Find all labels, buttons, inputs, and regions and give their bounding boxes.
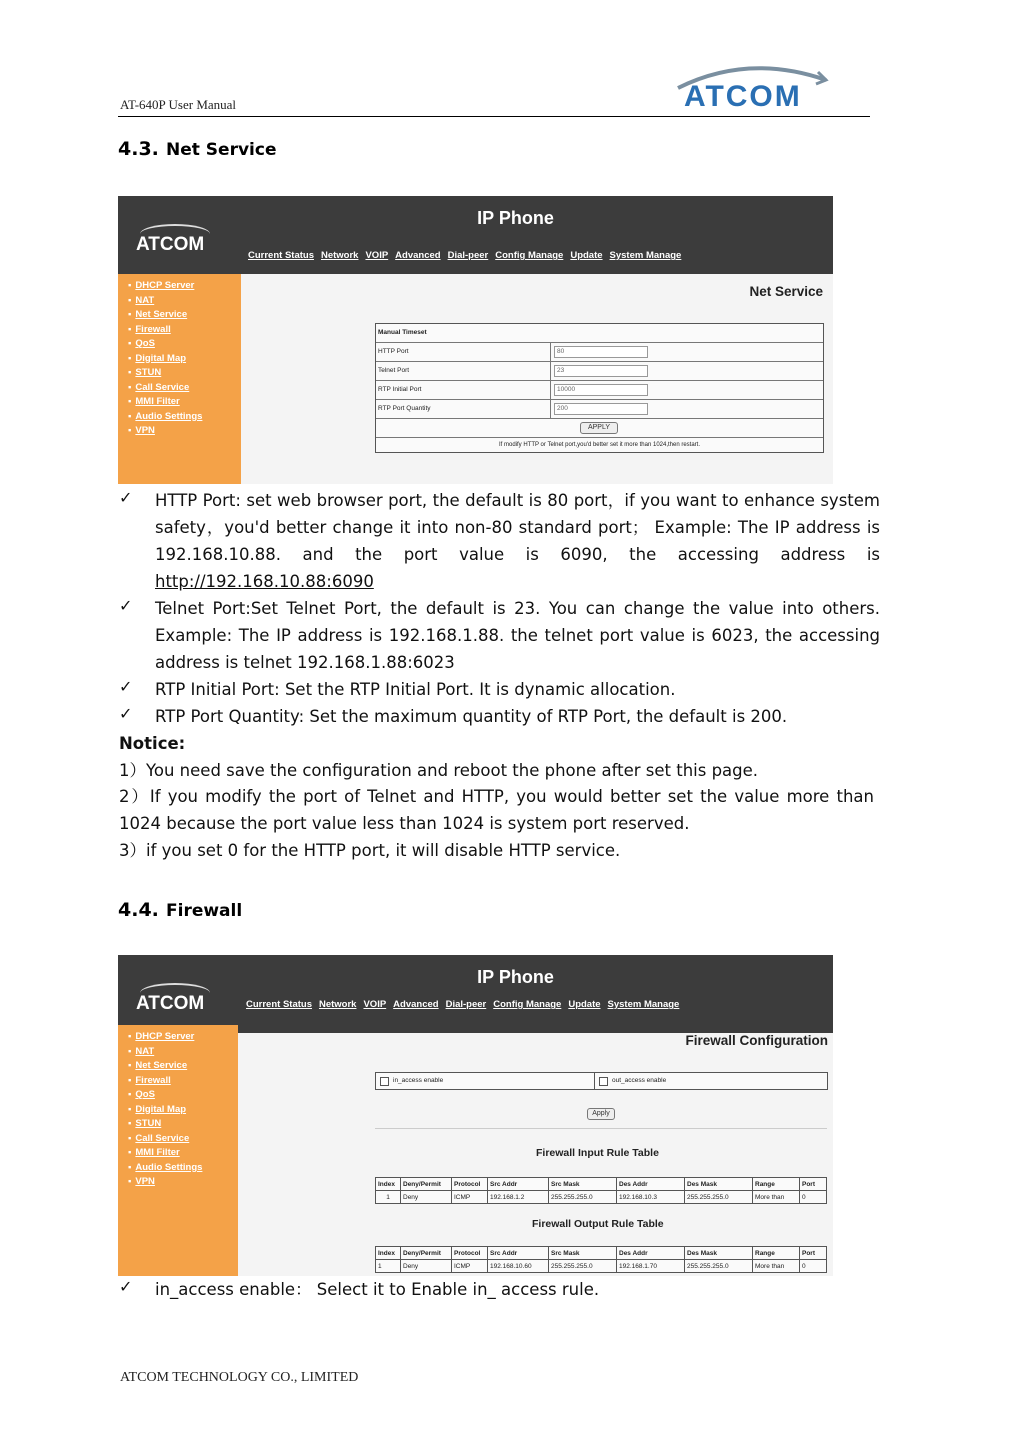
section-heading-net-service — [118, 138, 276, 160]
nav-advanced[interactable]: Advanced — [393, 999, 439, 1010]
section-heading-firewall — [118, 899, 242, 921]
output-rule-table-title: Firewall Output Rule Table — [532, 1218, 664, 1230]
in-access-label: in_access enable — [393, 1077, 444, 1084]
sidebar-item-dhcp-server[interactable]: ▪ DHCP Server — [128, 1031, 238, 1046]
sidebar-item-net-service[interactable]: ▪ Net Service — [128, 1060, 238, 1075]
cell: ICMP — [452, 1260, 488, 1273]
ui-sidebar — [118, 1025, 238, 1276]
ui-brand: ATCOM — [136, 993, 205, 1014]
atcom-logo — [668, 58, 838, 118]
bullet-in-access: in_access enable： Select it to Enable in_ access rule. — [155, 1280, 600, 1299]
check-icon: ✓ — [119, 677, 133, 696]
notice-1: 1）You need save the configuration and reboot the phone after set this page. — [119, 761, 759, 780]
section-title: Net Service — [166, 140, 277, 160]
sidebar-item-audio-settings[interactable]: ▪ Audio Settings — [128, 411, 241, 426]
col-des-addr: Des Addr — [617, 1178, 685, 1191]
telnet-port-label: Telnet Port — [378, 367, 410, 374]
notice-3: 3）if you set 0 for the HTTP port, it will disable HTTP service. — [119, 841, 621, 860]
cell: 255.255.255.0 — [549, 1260, 617, 1273]
rtp-initial-port-row — [376, 381, 823, 400]
col-index: Index — [376, 1247, 401, 1260]
in-access-checkbox[interactable] — [380, 1077, 389, 1086]
notice-title: Notice: — [119, 734, 186, 753]
bullet-rtp-initial-port: RTP Initial Port: Set the RTP Initial Port. It is dynamic allocation. — [155, 680, 676, 699]
cell: 255.255.255.0 — [685, 1260, 753, 1273]
col-range: Range — [753, 1178, 800, 1191]
nav-dial-peer[interactable]: Dial-peer — [447, 250, 489, 261]
net-service-screenshot — [118, 196, 833, 484]
table-header-row — [376, 1178, 827, 1191]
sidebar-item-dhcp-server[interactable]: ▪ DHCP Server — [128, 280, 241, 295]
cell: Deny — [401, 1191, 452, 1204]
nav-dial-peer[interactable]: Dial-peer — [445, 999, 487, 1010]
sidebar-item-call-service[interactable]: ▪ Call Service — [128, 1133, 238, 1148]
col-protocol: Protocol — [452, 1178, 488, 1191]
table-header-row — [376, 1247, 827, 1260]
cell: 0 — [800, 1260, 827, 1273]
cell: 1 — [376, 1191, 401, 1204]
sidebar-item-firewall[interactable]: ▪ Firewall — [128, 1075, 238, 1090]
bullet-http-port — [155, 487, 880, 595]
firewall-apply-button[interactable]: Apply — [587, 1108, 615, 1120]
sidebar-item-stun[interactable]: ▪ STUN — [128, 367, 241, 382]
col-src-mask: Src Mask — [549, 1247, 617, 1260]
nav-voip[interactable]: VOIP — [365, 250, 389, 261]
form-header: Manual Timeset — [378, 329, 427, 336]
bullet-rtp-port-quantity: RTP Port Quantity: Set the maximum quantity of RTP Port, the default is 200. — [155, 707, 788, 726]
apply-button[interactable]: APPLY — [580, 422, 618, 434]
check-icon: ✓ — [119, 1277, 133, 1296]
cell: 255.255.255.0 — [549, 1191, 617, 1204]
ui-sidebar — [118, 274, 241, 484]
sidebar-item-digital-map[interactable]: ▪ Digital Map — [128, 1104, 238, 1119]
col-src-addr: Src Addr — [488, 1178, 549, 1191]
check-icon: ✓ — [119, 704, 133, 723]
http-example-link[interactable]: http://192.168.10.88:6090 — [155, 572, 374, 591]
ip-phone-title: IP Phone — [477, 967, 554, 987]
section-title: Firewall — [166, 901, 243, 921]
telnet-port-row — [376, 362, 823, 381]
sidebar-item-nat[interactable]: ▪ NAT — [128, 1046, 238, 1061]
nav-update[interactable]: Update — [568, 999, 601, 1010]
firewall-screenshot — [118, 955, 833, 1276]
cell: 192.168.1.2 — [488, 1191, 549, 1204]
sidebar-item-mmi-filter[interactable]: ▪ MMI Filter — [128, 396, 241, 411]
http-port-input[interactable]: 80 — [554, 346, 648, 358]
net-service-form — [375, 323, 824, 453]
col-deny-permit: Deny/Permit — [401, 1178, 452, 1191]
out-access-checkbox[interactable] — [599, 1077, 608, 1086]
sidebar-item-firewall[interactable]: ▪ Firewall — [128, 324, 241, 339]
in-access-box — [375, 1072, 595, 1090]
ui-nav — [248, 250, 681, 261]
http-port-text: HTTP Port: set web browser port, the default is 80 port，if you want to enhance system safety，you'd better change it into non-80 standard port； Example: The IP address is 192.168.10.88. and the port value is 6090, the accessing address is — [155, 491, 880, 564]
nav-voip[interactable]: VOIP — [363, 999, 387, 1010]
sidebar-item-digital-map[interactable]: ▪ Digital Map — [128, 353, 241, 368]
logo-text: ATCOM — [684, 80, 802, 113]
rtp-port-quantity-input[interactable]: 200 — [554, 403, 648, 415]
col-src-mask: Src Mask — [549, 1178, 617, 1191]
table-row[interactable] — [376, 1191, 827, 1204]
input-rule-table-title: Firewall Input Rule Table — [536, 1147, 659, 1159]
sidebar-item-stun[interactable]: ▪ STUN — [128, 1118, 238, 1133]
nav-system-manage[interactable]: System Manage — [609, 250, 682, 261]
col-range: Range — [753, 1247, 800, 1260]
nav-config-manage[interactable]: Config Manage — [493, 999, 562, 1010]
cell: More than — [753, 1260, 800, 1273]
apply-row — [376, 419, 823, 438]
out-access-label: out_access enable — [612, 1077, 667, 1084]
col-src-addr: Src Addr — [488, 1247, 549, 1260]
telnet-port-input[interactable]: 23 — [554, 365, 648, 377]
cell: 255.255.255.0 — [685, 1191, 753, 1204]
sidebar-item-qos[interactable]: ▪ QoS — [128, 1089, 238, 1104]
rtp-initial-port-input[interactable]: 10000 — [554, 384, 648, 396]
nav-current-status[interactable]: Current Status — [246, 999, 312, 1010]
check-icon: ✓ — [119, 596, 133, 615]
col-des-mask: Des Mask — [685, 1247, 753, 1260]
cell: 192.168.10.3 — [617, 1191, 685, 1204]
http-port-row — [376, 343, 823, 362]
nav-config-manage[interactable]: Config Manage — [495, 250, 564, 261]
separator — [375, 1128, 827, 1129]
check-icon: ✓ — [119, 488, 133, 507]
sidebar-item-vpn[interactable]: ▪ VPN — [128, 425, 241, 440]
ui-nav — [246, 999, 679, 1010]
nav-advanced[interactable]: Advanced — [395, 250, 441, 261]
col-port: Port — [800, 1178, 827, 1191]
out-access-box — [594, 1072, 828, 1090]
cell: More than — [753, 1191, 800, 1204]
ui-brand: ATCOM — [136, 234, 205, 255]
rtp-port-quantity-row — [376, 400, 823, 419]
cell: 192.168.10.60 — [488, 1260, 549, 1273]
header-rule — [118, 116, 870, 117]
cell: 192.168.1.70 — [617, 1260, 685, 1273]
bullet-telnet-port: Telnet Port:Set Telnet Port, the default is 23. You can change the value into others. Example: The IP address is 192.168.1.88. the telnet port value is 6023, the accessing address is telnet 192.168.1.88:6023 — [155, 599, 880, 672]
form-header-row — [376, 324, 823, 343]
sidebar-item-net-service[interactable]: ▪ Net Service — [128, 309, 241, 324]
net-service-page-title: Net Service — [749, 284, 823, 299]
output-rule-table — [375, 1246, 827, 1273]
sidebar-item-audio-settings[interactable]: ▪ Audio Settings — [128, 1162, 238, 1177]
sidebar-item-nat[interactable]: ▪ NAT — [128, 295, 241, 310]
nav-update[interactable]: Update — [570, 250, 603, 261]
manual-title: AT-640P User Manual — [120, 97, 237, 112]
cell: ICMP — [452, 1191, 488, 1204]
nav-current-status[interactable]: Current Status — [248, 250, 314, 261]
cell: 1 — [376, 1260, 401, 1273]
rtp-initial-port-label: RTP Initial Port — [378, 386, 422, 393]
sidebar-item-qos[interactable]: ▪ QoS — [128, 338, 241, 353]
col-port: Port — [800, 1247, 827, 1260]
cell: Deny — [401, 1260, 452, 1273]
restart-note: If modify HTTP or Telnet port,you'd better set it more than 1024,then restart. — [498, 442, 701, 448]
col-index: Index — [376, 1178, 401, 1191]
col-deny-permit: Deny/Permit — [401, 1247, 452, 1260]
notice-2: 2）If you modify the port of Telnet and HTTP, you would better set the value more than 1024 because the port value less than 1024 is system port reserved. — [119, 787, 874, 833]
rtp-port-quantity-label: RTP Port Quantity — [378, 405, 431, 412]
table-row[interactable] — [376, 1260, 827, 1273]
ip-phone-title: IP Phone — [477, 208, 554, 228]
col-des-addr: Des Addr — [617, 1247, 685, 1260]
col-protocol: Protocol — [452, 1247, 488, 1260]
section-number: 4.4. — [118, 899, 159, 921]
footer-company: ATCOM TECHNOLOGY CO., LIMITED — [120, 1370, 359, 1385]
section-number: 4.3. — [118, 138, 159, 160]
sidebar-item-mmi-filter[interactable]: ▪ MMI Filter — [128, 1147, 238, 1162]
col-des-mask: Des Mask — [685, 1178, 753, 1191]
nav-system-manage[interactable]: System Manage — [607, 999, 680, 1010]
sidebar-item-vpn[interactable]: ▪ VPN — [128, 1176, 238, 1191]
cell: 0 — [800, 1191, 827, 1204]
input-rule-table — [375, 1177, 827, 1204]
http-port-label: HTTP Port — [378, 348, 409, 355]
sidebar-item-call-service[interactable]: ▪ Call Service — [128, 382, 241, 397]
firewall-page-title: Firewall Configuration — [685, 1033, 828, 1048]
nav-network[interactable]: Network — [318, 999, 357, 1010]
nav-network[interactable]: Network — [320, 250, 359, 261]
